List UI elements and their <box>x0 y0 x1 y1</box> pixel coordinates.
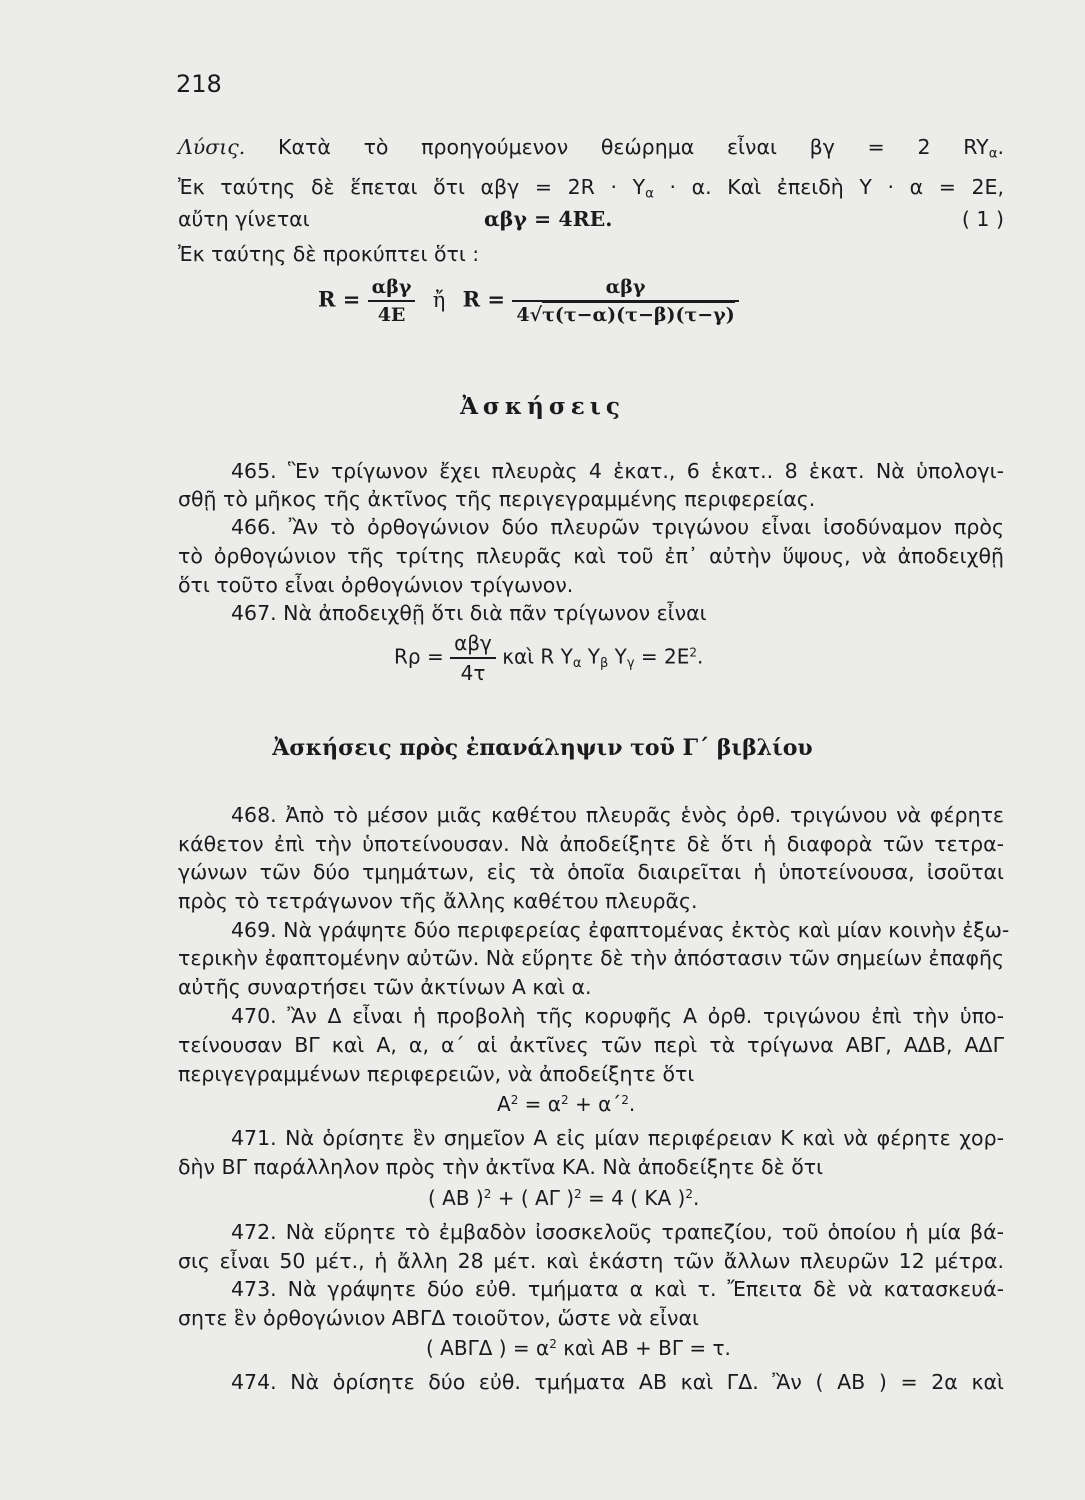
equation-tag: ( 1 ) <box>961 207 1004 231</box>
formula-470: $A^2 = \alpha^2 + \alpha΄^2$. <box>497 1092 636 1116</box>
exercise-468-line-3: γώνων τῶν δύο τμημάτων, εἰς τὰ ὁποῖα διαιρεῖται ἡ ὑποτείνουσα, ἰσοῦται <box>178 860 1004 884</box>
exercise-471-line-1: 471. Νὰ ὁρίσητε ἓν σημεῖον Α εἰς μίαν περιφέρειαν Κ καὶ νὰ φέρητε χορ- <box>231 1126 1004 1150</box>
exercise-470-line-3: περιγεγραμμένων περιφερειῶν, νὰ ἀποδείξητε ὅτι <box>178 1062 695 1086</box>
solution-line-1: Λύσις. Κατὰ τὸ προηγούμενον θεώρημα εἶναι βγ = 2 $RY_\alpha$. <box>178 135 1004 162</box>
exercise-472-line-2: σις εἶναι 50 μέτ., ἡ ἄλλη 28 μέτ. καὶ ἑκάστη τῶν ἄλλων πλευρῶν 12 μέτρα. <box>178 1249 1004 1273</box>
page-number: 218 <box>176 70 222 98</box>
exercise-466-line-2: τὸ ὀρθογώνιον τῆς τρίτης πλευρᾶς καὶ τοῦ ἐπ᾽ αὐτὴν ὕψους, νὰ ἀποδειχθῇ <box>178 544 1004 568</box>
exercise-465-line-1: 465. Ἓν τρίγωνον ἔχει πλευρὰς 4 ἑκατ., 6 ἑκατ.. 8 ἑκατ. Νὰ ὑπολογι- <box>231 459 1004 483</box>
formula-471: ( ΑΒ )$^2$ + ( ΑΓ )$^2$ = 4 ( ΚΑ )$^2$. <box>428 1186 700 1210</box>
exercise-466-line-3: ὅτι τοῦτο εἶναι ὀρθογώνιον τρίγωνον. <box>178 573 574 597</box>
exercise-469-line-2: τερικὴν ἐφαπτομένην αὐτῶν. Νὰ εὕρητε δὲ τὴν ἀπόστασιν τῶν σημείων ἐπαφῆς <box>178 946 1004 970</box>
exercise-465-line-2: σθῇ τὸ μῆκος τῆς ἀκτῖνος τῆς περιγεγραμμένης περιφερείας. <box>178 487 816 511</box>
fraction-circumradius: $\frac{\text{αβγ}}{4√\tau(\tau-\alpha)(\tau-\beta)(\tau-\gamma)}$ <box>512 276 738 326</box>
heading-review-exercises: Ἀσκήσεις πρὸς ἐπανάληψιν τοῦ Γ΄ βιβλίου <box>272 735 813 761</box>
formula-R: R = $\frac{\text{αβγ}}{4E}$ ἤ R = $\frac{\text{αβγ}}{4√\tau(\tau-\alpha)(\tau-\beta)(\tau-\gamma)}$ <box>318 276 739 326</box>
exercise-474-line-1: 474. Νὰ ὁρίσητε δύο εὐθ. τμήματα ΑΒ καὶ ΓΔ. Ἂν ( ΑΒ ) = 2α καὶ <box>231 1370 1004 1394</box>
solution-line-4: Ἐκ ταύτης δὲ προκύπτει ὅτι : <box>178 242 480 266</box>
fraction-abg-4E: $\frac{\text{αβγ}}{4E}$ <box>368 276 416 326</box>
solution-line-2: Ἐκ ταύτης δὲ ἕπεται ὅτι $\alpha\beta\gamma = 2R \cdot Y_\alpha \cdot \alpha$. Καὶ ἐπειδὴ Y · α = 2E, <box>178 175 1004 202</box>
exercise-470-line-2: τείνουσαν ΒΓ καὶ Α, α, α΄ αἱ ἀκτῖνες τῶν περὶ τὰ τρίγωνα ΑΒΓ, ΑΔΒ, ΑΔΓ <box>178 1033 1004 1057</box>
formula-473: ( ΑΒΓΔ ) = $\alpha^2$ καὶ ΑΒ + ΒΓ = τ. <box>426 1336 731 1360</box>
exercise-468-line-2: κάθετον ἐπὶ τὴν ὑποτείνουσαν. Νὰ ἀποδείξητε δὲ ὅτι ἡ διαφορὰ τῶν τετρα- <box>178 832 1004 856</box>
exercise-473-line-2: σητε ἓν ὀρθογώνιον ΑΒΓΔ τοιοῦτον, ὥστε νὰ εἶναι <box>178 1306 699 1330</box>
exercise-466-line-1: 466. Ἂν τὸ ὀρθογώνιον δύο πλευρῶν τριγώνου εἶναι ἰσοδύναμον πρὸς <box>231 515 1004 539</box>
exercise-468-line-1: 468. Ἀπὸ τὸ μέσον μιᾶς καθέτου πλευρᾶς ἑνὸς ὀρθ. τριγώνου νὰ φέρητε <box>231 803 1004 827</box>
solution-line-3: αὔτη γίνεται αβγ = 4RE. ( 1 ) <box>178 207 1004 231</box>
exercise-467-line-1: 467. Νὰ ἀποδειχθῇ ὅτι διὰ πᾶν τρίγωνον εἶναι <box>231 601 707 625</box>
exercise-468-line-4: πρὸς τὸ τετράγωνον τῆς ἄλλης καθέτου πλευρᾶς. <box>178 889 698 913</box>
exercise-469-line-3: αὐτῆς συναρτήσει τῶν ἀκτίνων Α καὶ α. <box>178 975 592 999</box>
exercise-473-line-1: 473. Νὰ γράψητε δύο εὐθ. τμήματα α καὶ τ. Ἔπειτα δὲ νὰ κατασκευά- <box>231 1277 1004 1301</box>
heading-exercises: Ἀσκήσεις <box>460 393 625 420</box>
formula-467: Rρ = $\frac{\text{αβγ}}{4\tau}$ καὶ R $Y_\alpha$ $Y_\beta$ $Y_\gamma = 2E^2$. <box>394 631 704 685</box>
fraction-abg-4t: $\frac{\text{αβγ}}{4\tau}$ <box>450 631 496 685</box>
solution-label: Λύσις. <box>178 135 246 159</box>
formula-abg-4re: αβγ = 4RE. <box>484 207 613 231</box>
exercise-472-line-1: 472. Νὰ εὕρητε τὸ ἐμβαδὸν ἰσοσκελοῦς τραπεζίου, τοῦ ὁποίου ἡ μία βά- <box>231 1220 1004 1244</box>
exercise-469-line-1: 469. Νὰ γράψητε δύο περιφερείας ἐφαπτομένας ἐκτὸς καὶ μίαν κοινὴν ἐξω- <box>231 918 1010 942</box>
exercise-471-line-2: δὴν ΒΓ παράλληλον πρὸς τὴν ἀκτῖνα ΚΑ. Νὰ ἀποδείξητε δὲ ὅτι <box>178 1155 824 1179</box>
exercise-470-line-1: 470. Ἂν Δ εἶναι ἡ προβολὴ τῆς κορυφῆς Α ὀρθ. τριγώνου ἐπὶ τὴν ὑπο- <box>231 1004 1004 1028</box>
